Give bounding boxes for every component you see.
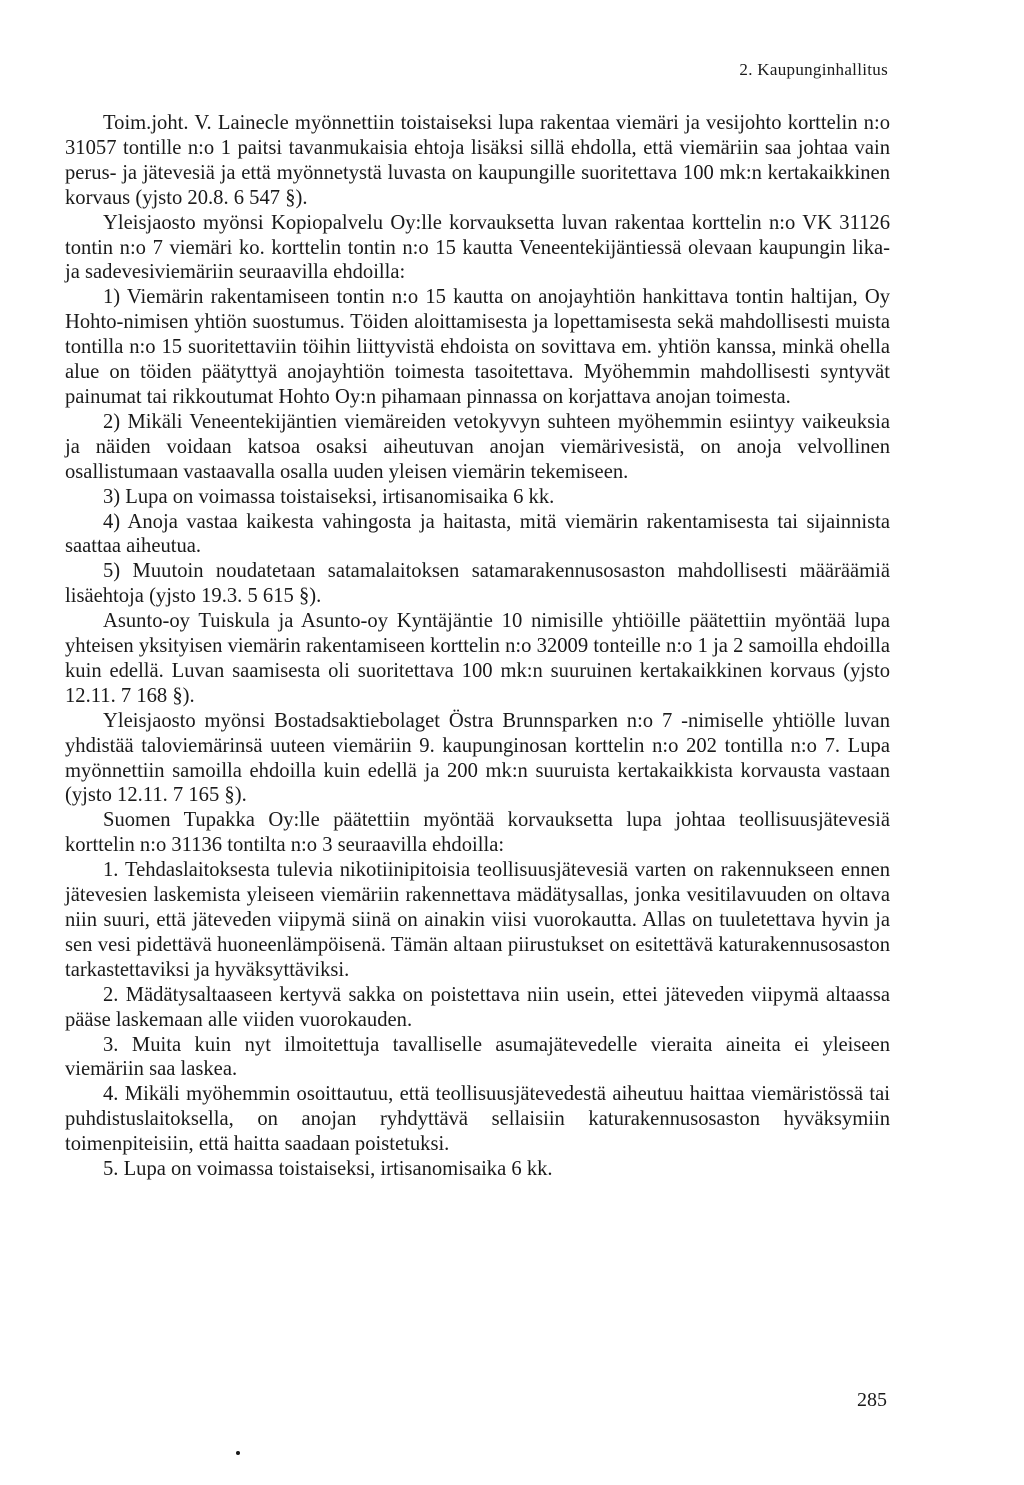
tupakka-condition-2: 2. Mädätysaltaaseen kertyvä sakka on poistettava niin usein, ettei jäteveden viipymä altaassa pääse laskemaan alle viiden vuorokauden. [65, 983, 890, 1031]
tupakka-condition-3: 3. Muita kuin nyt ilmoitettuja tavalliselle asumajätevedelle vieraita aineita ei yleiseen viemäriin saa laskea. [65, 1033, 890, 1081]
paragraph-suomen-tupakka-permit: Suomen Tupakka Oy:lle päätettiin myöntää korvauksetta lupa johtaa teollisuusjätevesiä korttelin n:o 31136 tontilta n:o 3 seuraavilla ehdoilla: [65, 809, 890, 857]
page-number: 285 [857, 1389, 887, 1411]
ink-speck [236, 1451, 240, 1455]
running-header: 2. Kaupunginhallitus [739, 60, 888, 79]
paragraph-kopiopalvelu-permit: Yleisjaosto myönsi Kopiopalvelu Oy:lle korvauksetta luvan rakentaa korttelin n:o VK 31126 tontin n:o 7 viemäri ko. korttelin tontin n:o 15 kautta Veneentekijäntiessä olevaan kaupungin lika- ja sadevesiviemäriin seuraavilla ehdoilla: [65, 211, 890, 284]
condition-item-5: 5) Muutoin noudatetaan satamalaitoksen satamarakennusosaston mahdollisesti määräämiä lisäehtoja (yjsto 19.3. 5 615 §). [65, 560, 890, 608]
condition-item-2: 2) Mikäli Veneentekijäntien viemäreiden vetokyvyn suhteen myöhemmin esiintyy vaikeuksia ja näiden voidaan katsoa osaksi aiheutuvan anojan viemärivesistä, on anoja velvollinen osallistumaan vastaavalla osalla uuden yleisen viemärin tekemiseen. [65, 410, 890, 483]
condition-item-4: 4) Anoja vastaa kaikesta vahingosta ja haitasta, mitä viemärin rakentamisesta tai sijainnista saattaa aiheutua. [65, 510, 890, 558]
tupakka-condition-4: 4. Mikäli myöhemmin osoittautuu, että teollisuusjätevedestä aiheutuu haittaa viemäristössä tai puhdistuslaitoksella, on anojan ryhdyttävä sellaisiin katurakennusosaston hyväksymiin toimenpiteisiin, että haitta saadaan poistetuksi. [65, 1083, 890, 1156]
paragraph-lainecle-permit: Toim.joht. V. Lainecle myönnettiin toistaiseksi lupa rakentaa viemäri ja vesijohto korttelin n:o 31057 tontille n:o 1 paitsi tavanmukaisia ehtoja lisäksi sillä ehdolla, että viemäriin saa johtaa vain perus- ja jätevesiä ja että myönnetystä luvasta on kaupungille suoritettava 100 mk:n kertakaikkinen korvaus (yjsto 20.8. 6 547 §). [65, 112, 890, 209]
tupakka-condition-1: 1. Tehdaslaitoksesta tulevia nikotiinipitoisia teollisuusjätevesiä varten on rakennukseen ennen jätevesien laskemista yleiseen viemäriin rakennettava mädätysallas, jonka vesitilavuuden on oltava niin suuri, että jäteveden viipymä siinä on ainakin viisi vuorokautta. Allas on tuuletettava hyvin ja sen vesi pidettävä huoneenlämpöisenä. Tämän altaan piirustukset on esitettävä katurakennusosaston tarkastettaviksi ja hyväksyttäviksi. [65, 859, 890, 981]
tupakka-condition-5: 5. Lupa on voimassa toistaiseksi, irtisanomisaika 6 kk. [103, 1158, 553, 1181]
condition-item-3: 3) Lupa on voimassa toistaiseksi, irtisanomisaika 6 kk. [103, 485, 555, 508]
paragraph-bostadsaktiebolaget-permit: Yleisjaosto myönsi Bostadsaktiebolaget Östra Brunnsparken n:o 7 -nimiselle yhtiölle luvan yhdistää taloviemärinsä uuteen viemäriin 9. kaupunginosan korttelin n:o 202 tontilla n:o 7. Lupa myönnettiin samoilla ehdoilla kuin edellä ja 200 mk:n suuruista kertakaikkista korvausta vastaan (yjsto 12.11. 7 165 §). [65, 709, 890, 807]
paragraph-tuiskula-permit: Asunto-oy Tuiskula ja Asunto-oy Kyntäjäntie 10 nimisille yhtiöille päätettiin myöntää lupa yhteisen yksityisen viemärin rakentamiseen korttelin n:o 32009 tonteille n:o 1 ja 2 samoilla ehdoilla kuin edellä. Luvan saamisesta oli suoritettava 100 mk:n suuruinen kertakaikkinen korvaus (yjsto 12.11. 7 168 §). [65, 610, 890, 707]
condition-item-1: 1) Viemärin rakentamiseen tontin n:o 15 kautta on anojayhtiön hankittava tontin haltijan, Oy Hohto-nimisen yhtiön suostumus. Töiden aloittamisesta ja lopettamisesta sekä mahdollisesti muista tontilla n:o 15 suoritettaviin töihin liittyvistä ehdoista on sovittava em. yhtiön kanssa, minkä ohella alue on töiden päätyttyä anojayhtiön toimesta tasoitettava. Myöhemmin mahdollisesti syntyvät painumat tai rikkoutumat Hohto Oy:n pihamaan pinnassa on korjattava anojan toimesta. [65, 286, 890, 408]
body-text [65, 111, 890, 1182]
